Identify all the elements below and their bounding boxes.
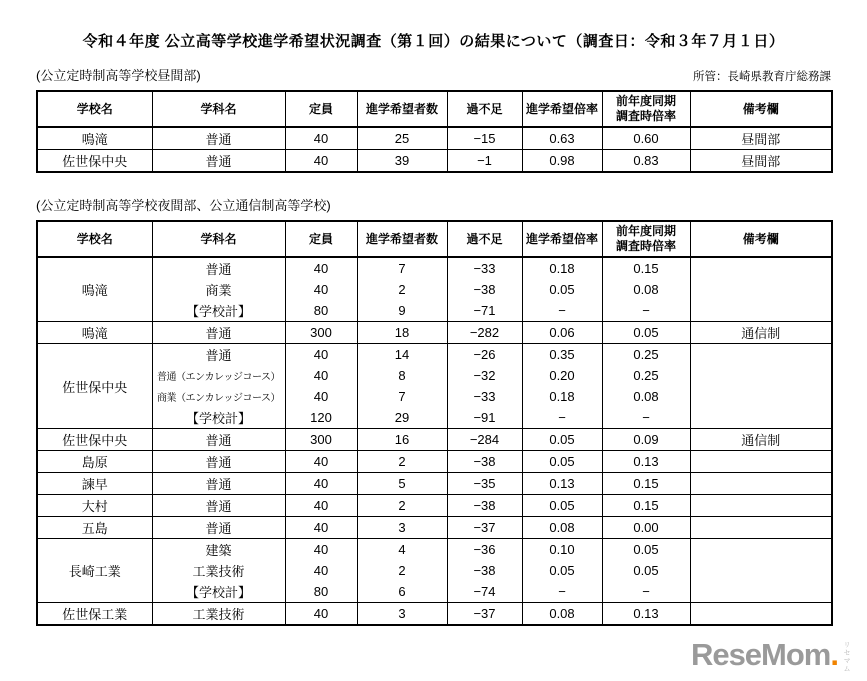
- column-header: 備考欄: [690, 91, 832, 127]
- department-cell: 普通: [152, 150, 285, 173]
- table-row: [37, 429, 832, 451]
- applicants-cell: 3: [357, 517, 447, 539]
- ratio-cell: 0.10: [522, 539, 602, 561]
- capacity-cell: 40: [285, 603, 357, 626]
- capacity-cell: 40: [285, 257, 357, 279]
- department-cell: 普通: [152, 495, 285, 517]
- shortfall-cell: −38: [447, 495, 522, 517]
- ratio-cell: 0.18: [522, 386, 602, 407]
- prev-ratio-cell: 0.08: [602, 279, 690, 300]
- department-cell: 【学校計】: [152, 407, 285, 429]
- school-name-cell: 長崎工業: [37, 539, 152, 603]
- capacity-cell: 40: [285, 517, 357, 539]
- remark-cell: [690, 473, 832, 495]
- table-row: [37, 560, 832, 581]
- department-cell: 普通: [152, 473, 285, 495]
- capacity-cell: 300: [285, 322, 357, 344]
- school-name-cell: 島原: [37, 451, 152, 473]
- table-row: [37, 150, 832, 173]
- prev-ratio-cell: 0.05: [602, 560, 690, 581]
- table-row: [37, 322, 832, 344]
- ratio-cell: 0.06: [522, 322, 602, 344]
- department-cell: 【学校計】: [152, 581, 285, 603]
- applicants-cell: 25: [357, 127, 447, 150]
- table-row: [37, 279, 832, 300]
- prev-ratio-cell: 0.83: [602, 150, 690, 173]
- school-name-cell: 佐世保中央: [37, 429, 152, 451]
- prev-ratio-cell: 0.13: [602, 451, 690, 473]
- ratio-cell: −: [522, 407, 602, 429]
- ratio-cell: 0.08: [522, 517, 602, 539]
- applicants-cell: 4: [357, 539, 447, 561]
- column-header: 定員: [285, 91, 357, 127]
- remark-cell: [690, 539, 832, 561]
- remark-cell: [690, 257, 832, 279]
- table-row: [37, 581, 832, 603]
- column-header: 進学希望倍率: [522, 91, 602, 127]
- shortfall-cell: −26: [447, 344, 522, 366]
- remark-cell: [690, 581, 832, 603]
- prev-ratio-cell: 0.25: [602, 344, 690, 366]
- applicants-cell: 14: [357, 344, 447, 366]
- remark-cell: 通信制: [690, 429, 832, 451]
- applicants-cell: 29: [357, 407, 447, 429]
- agency-label: 所管：長崎県教育庁総務課: [693, 71, 831, 83]
- capacity-cell: 80: [285, 300, 357, 322]
- department-cell: 普通: [152, 127, 285, 150]
- table-row: [37, 344, 832, 366]
- prev-ratio-cell: −: [602, 407, 690, 429]
- applicants-cell: 2: [357, 279, 447, 300]
- capacity-cell: 40: [285, 386, 357, 407]
- shortfall-cell: −284: [447, 429, 522, 451]
- shortfall-cell: −37: [447, 517, 522, 539]
- column-header: 過不足: [447, 221, 522, 257]
- remark-cell: [690, 344, 832, 366]
- prev-ratio-cell: 0.05: [602, 539, 690, 561]
- ratio-cell: 0.35: [522, 344, 602, 366]
- department-cell: 普通: [152, 429, 285, 451]
- prev-ratio-cell: −: [602, 300, 690, 322]
- ratio-cell: 0.08: [522, 603, 602, 626]
- prev-ratio-cell: −: [602, 581, 690, 603]
- ratio-cell: −: [522, 300, 602, 322]
- table-row: [37, 473, 832, 495]
- ratio-cell: 0.05: [522, 495, 602, 517]
- table-row: [37, 257, 832, 279]
- capacity-cell: 40: [285, 495, 357, 517]
- remark-cell: [690, 300, 832, 322]
- shortfall-cell: −32: [447, 365, 522, 386]
- remark-cell: [690, 560, 832, 581]
- remark-cell: [690, 495, 832, 517]
- shortfall-cell: −33: [447, 257, 522, 279]
- school-name-cell: 佐世保中央: [37, 344, 152, 429]
- school-name-cell: 鳴滝: [37, 257, 152, 322]
- department-cell: 普通: [152, 344, 285, 366]
- section1-label: (公立定時制高等学校昼間部): [36, 68, 201, 83]
- ratio-cell: 0.98: [522, 150, 602, 173]
- shortfall-cell: −38: [447, 451, 522, 473]
- capacity-cell: 80: [285, 581, 357, 603]
- applicants-cell: 7: [357, 257, 447, 279]
- department-cell: 普通（エンカレッジコース）: [152, 365, 285, 386]
- shortfall-cell: −71: [447, 300, 522, 322]
- department-cell: 普通: [152, 451, 285, 473]
- applicants-cell: 2: [357, 560, 447, 581]
- prev-ratio-cell: 0.15: [602, 257, 690, 279]
- capacity-cell: 40: [285, 279, 357, 300]
- department-cell: 建築: [152, 539, 285, 561]
- prev-ratio-cell: 0.00: [602, 517, 690, 539]
- resemom-logo: [691, 639, 851, 673]
- ratio-cell: 0.13: [522, 473, 602, 495]
- column-header: 進学希望者数: [357, 91, 447, 127]
- column-header: 前年度同期 調査時倍率: [602, 91, 690, 127]
- school-name-cell: 五島: [37, 517, 152, 539]
- shortfall-cell: −38: [447, 279, 522, 300]
- daytime-schools-table: [36, 90, 833, 173]
- table-row: [37, 365, 832, 386]
- ratio-cell: 0.05: [522, 429, 602, 451]
- remark-cell: [690, 279, 832, 300]
- column-header: 過不足: [447, 91, 522, 127]
- column-header: 学校名: [37, 91, 152, 127]
- department-cell: 【学校計】: [152, 300, 285, 322]
- table-row: [37, 127, 832, 150]
- table-row: [37, 451, 832, 473]
- capacity-cell: 40: [285, 150, 357, 173]
- capacity-cell: 120: [285, 407, 357, 429]
- prev-ratio-cell: 0.05: [602, 322, 690, 344]
- table-row: [37, 517, 832, 539]
- school-name-cell: 鳴滝: [37, 322, 152, 344]
- prev-ratio-cell: 0.09: [602, 429, 690, 451]
- prev-ratio-cell: 0.15: [602, 495, 690, 517]
- shortfall-cell: −38: [447, 560, 522, 581]
- capacity-cell: 40: [285, 473, 357, 495]
- applicants-cell: 6: [357, 581, 447, 603]
- column-header: 備考欄: [690, 221, 832, 257]
- capacity-cell: 300: [285, 429, 357, 451]
- table-row: [37, 386, 832, 407]
- remark-cell: [690, 407, 832, 429]
- remark-cell: [690, 603, 832, 626]
- remark-cell: [690, 365, 832, 386]
- ratio-cell: 0.05: [522, 279, 602, 300]
- department-cell: 商業: [152, 279, 285, 300]
- applicants-cell: 8: [357, 365, 447, 386]
- capacity-cell: 40: [285, 344, 357, 366]
- applicants-cell: 2: [357, 451, 447, 473]
- applicants-cell: 39: [357, 150, 447, 173]
- prev-ratio-cell: 0.25: [602, 365, 690, 386]
- applicants-cell: 2: [357, 495, 447, 517]
- school-name-cell: 佐世保中央: [37, 150, 152, 173]
- department-cell: 工業技術: [152, 560, 285, 581]
- column-header: 学科名: [152, 91, 285, 127]
- ratio-cell: 0.20: [522, 365, 602, 386]
- ratio-cell: 0.18: [522, 257, 602, 279]
- table-row: [37, 539, 832, 561]
- capacity-cell: 40: [285, 365, 357, 386]
- table-header-row: [37, 221, 832, 257]
- shortfall-cell: −35: [447, 473, 522, 495]
- applicants-cell: 5: [357, 473, 447, 495]
- capacity-cell: 40: [285, 560, 357, 581]
- column-header: 前年度同期 調査時倍率: [602, 221, 690, 257]
- table-row: [37, 495, 832, 517]
- applicants-cell: 16: [357, 429, 447, 451]
- remark-cell: 昼間部: [690, 150, 832, 173]
- shortfall-cell: −33: [447, 386, 522, 407]
- remark-cell: 昼間部: [690, 127, 832, 150]
- department-cell: 普通: [152, 322, 285, 344]
- remark-cell: [690, 517, 832, 539]
- shortfall-cell: −15: [447, 127, 522, 150]
- department-cell: 普通: [152, 517, 285, 539]
- section2-label: (公立定時制高等学校夜間部、公立通信制高等学校): [36, 198, 331, 213]
- school-name-cell: 大村: [37, 495, 152, 517]
- applicants-cell: 7: [357, 386, 447, 407]
- remark-cell: [690, 386, 832, 407]
- remark-cell: 通信制: [690, 322, 832, 344]
- shortfall-cell: −36: [447, 539, 522, 561]
- applicants-cell: 9: [357, 300, 447, 322]
- subhead-row: [36, 65, 831, 84]
- table-row: [37, 300, 832, 322]
- prev-ratio-cell: 0.08: [602, 386, 690, 407]
- evening-correspondence-schools-table: [36, 220, 833, 626]
- table-row: [37, 603, 832, 626]
- prev-ratio-cell: 0.60: [602, 127, 690, 150]
- ratio-cell: −: [522, 581, 602, 603]
- shortfall-cell: −74: [447, 581, 522, 603]
- shortfall-cell: −282: [447, 322, 522, 344]
- shortfall-cell: −37: [447, 603, 522, 626]
- column-header: 学科名: [152, 221, 285, 257]
- department-cell: 工業技術: [152, 603, 285, 626]
- school-name-cell: 諫早: [37, 473, 152, 495]
- table-header-row: [37, 91, 832, 127]
- logo-subtext: リセマム: [843, 641, 850, 673]
- ratio-cell: 0.05: [522, 451, 602, 473]
- shortfall-cell: −91: [447, 407, 522, 429]
- ratio-cell: 0.05: [522, 560, 602, 581]
- column-header: 進学希望倍率: [522, 221, 602, 257]
- department-cell: 商業（エンカレッジコース）: [152, 386, 285, 407]
- applicants-cell: 3: [357, 603, 447, 626]
- logo-dot: .: [830, 637, 839, 672]
- column-header: 定員: [285, 221, 357, 257]
- capacity-cell: 40: [285, 127, 357, 150]
- shortfall-cell: −1: [447, 150, 522, 173]
- school-name-cell: 佐世保工業: [37, 603, 152, 626]
- remark-cell: [690, 451, 832, 473]
- column-header: 進学希望者数: [357, 221, 447, 257]
- logo-text: ReseMom: [690, 637, 831, 672]
- capacity-cell: 40: [285, 451, 357, 473]
- ratio-cell: 0.63: [522, 127, 602, 150]
- school-name-cell: 鳴滝: [37, 127, 152, 150]
- applicants-cell: 18: [357, 322, 447, 344]
- department-cell: 普通: [152, 257, 285, 279]
- page-title: 令和４年度 公立高等学校進学希望状況調査（第１回）の結果について（調査日：令和３年７月１日）: [82, 33, 785, 50]
- prev-ratio-cell: 0.15: [602, 473, 690, 495]
- column-header: 学校名: [37, 221, 152, 257]
- capacity-cell: 40: [285, 539, 357, 561]
- table-row: [37, 407, 832, 429]
- prev-ratio-cell: 0.13: [602, 603, 690, 626]
